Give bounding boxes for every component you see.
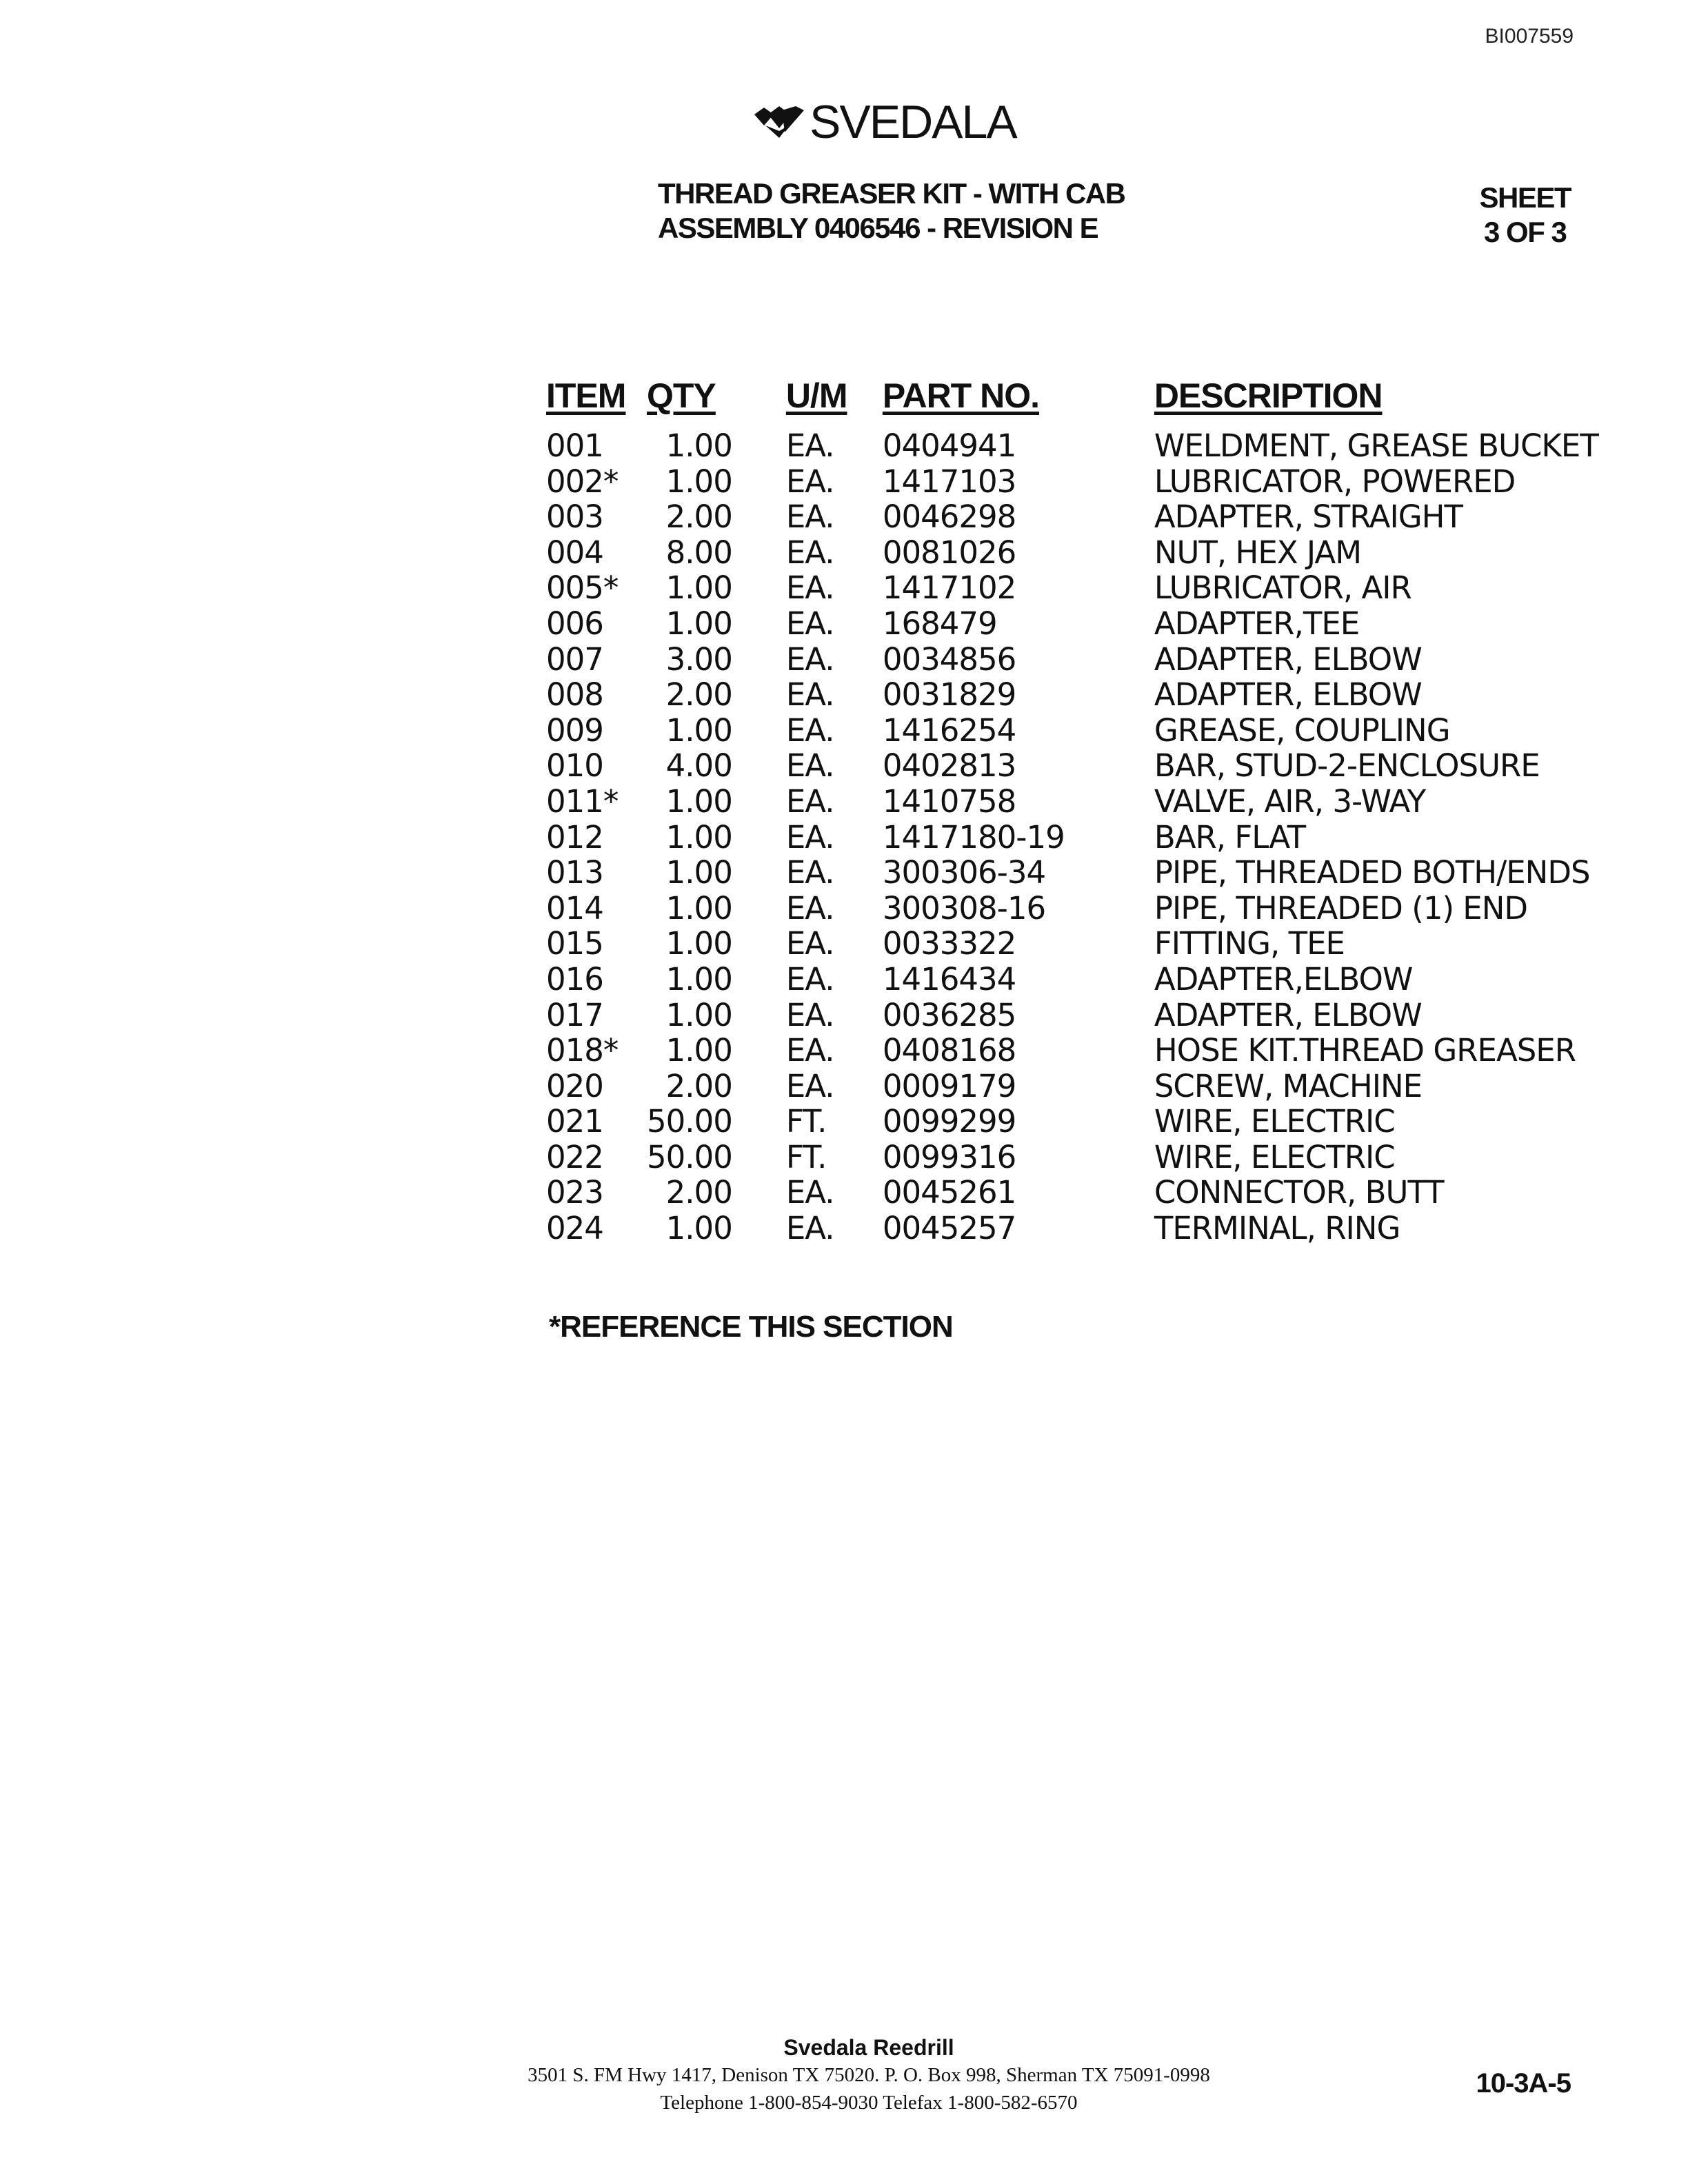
cell-qty: 8.00 [665, 534, 732, 571]
cell-qty: 1.00 [665, 782, 732, 820]
table-row [546, 464, 1598, 500]
cell-item: 021 [546, 1103, 603, 1140]
cell-part-no: 1416434 [882, 960, 1016, 998]
cell-um: EA. [785, 676, 834, 714]
cell-qty: 50.00 [647, 1103, 732, 1140]
cell-qty: 1.00 [665, 569, 732, 607]
document-title [658, 176, 1125, 245]
table-row [546, 1175, 1598, 1211]
cell-description: PIPE, THREADED (1) END [1154, 889, 1528, 927]
cell-part-no: 0031829 [882, 676, 1016, 714]
cell-qty: 2.00 [665, 498, 732, 536]
cell-qty: 50.00 [647, 1138, 732, 1175]
cell-um: EA. [785, 534, 834, 571]
cell-part-no: 0402813 [882, 747, 1016, 785]
cell-um: EA. [785, 640, 834, 678]
cell-item: 012 [546, 818, 603, 856]
cell-qty: 1.00 [665, 605, 732, 642]
cell-um: EA. [785, 1032, 834, 1069]
footer-phone: Telephone 1-800-854-9030 Telefax 1-800-582-6570 [660, 2092, 1078, 2114]
cell-part-no: 1417180-19 [882, 818, 1065, 856]
table-row [546, 570, 1598, 606]
cell-description: NUT, HEX JAM [1154, 534, 1362, 571]
cell-description: LUBRICATOR, AIR [1154, 569, 1411, 607]
cell-item: 007 [546, 640, 603, 678]
logo-wordmark: SVEDALA [810, 96, 1016, 148]
cell-um: FT. [785, 1103, 827, 1140]
cell-part-no: 0033322 [882, 925, 1016, 962]
table-row [546, 962, 1598, 998]
cell-description: GREASE, COUPLING [1154, 711, 1450, 749]
table-row [546, 998, 1598, 1033]
cell-description: WIRE, ELECTRIC [1154, 1103, 1395, 1140]
cell-item: 006 [546, 605, 603, 642]
cell-item: 017 [546, 996, 603, 1033]
cell-description: ADAPTER,ELBOW [1154, 960, 1413, 998]
cell-item: 010 [546, 747, 603, 785]
cell-item: 005* [546, 569, 619, 607]
title-line-2: ASSEMBLY 0406546 - REVISION E [658, 212, 1098, 244]
cell-qty: 2.00 [665, 1174, 732, 1211]
table-row [546, 1069, 1598, 1104]
cell-um: EA. [785, 854, 834, 891]
table-row [546, 606, 1598, 642]
cell-description: LUBRICATOR, POWERED [1154, 463, 1516, 500]
cell-um: EA. [785, 605, 834, 642]
cell-description: ADAPTER, ELBOW [1154, 676, 1422, 714]
cell-qty: 2.00 [665, 676, 732, 714]
cell-item: 009 [546, 711, 603, 749]
table-row [546, 1104, 1598, 1140]
cell-qty: 1.00 [665, 818, 732, 856]
cell-um: EA. [785, 463, 834, 500]
footer-company: Svedala Reedrill [783, 2035, 954, 2060]
cell-um: EA. [785, 782, 834, 820]
cell-part-no: 0081026 [882, 534, 1016, 571]
cell-description: CONNECTOR, BUTT [1154, 1174, 1444, 1211]
cell-part-no: 0045261 [882, 1174, 1016, 1211]
cell-description: ADAPTER, ELBOW [1154, 996, 1422, 1033]
cell-part-no: 1417102 [882, 569, 1016, 607]
cell-item: 024 [546, 1210, 603, 1247]
header-um: U/M [785, 376, 847, 415]
cell-description: PIPE, THREADED BOTH/ENDS [1154, 854, 1590, 891]
parts-table-body [546, 428, 1598, 1246]
cell-qty: 1.00 [665, 854, 732, 891]
cell-description: ADAPTER,TEE [1154, 605, 1360, 642]
cell-um: EA. [785, 925, 834, 962]
cell-item: 016 [546, 960, 603, 998]
cell-item: 023 [546, 1174, 603, 1211]
table-row [546, 1211, 1598, 1246]
table-row [546, 677, 1598, 713]
cell-qty: 2.00 [665, 1067, 732, 1104]
cell-description: WIRE, ELECTRIC [1154, 1138, 1395, 1175]
reference-note: *REFERENCE THIS SECTION [549, 1310, 953, 1344]
cell-part-no: 0404941 [882, 427, 1016, 464]
cell-description: HOSE KIT.THREAD GREASER [1154, 1032, 1576, 1069]
cell-um: EA. [785, 747, 834, 785]
title-line-1: THREAD GREASER KIT - WITH CAB [658, 177, 1125, 210]
cell-item: 011* [546, 782, 619, 820]
cell-qty: 1.00 [665, 1210, 732, 1247]
cell-part-no: 0099316 [882, 1138, 1016, 1175]
cell-description: BAR, FLAT [1154, 818, 1306, 856]
cell-part-no: 0034856 [882, 640, 1016, 678]
table-row [546, 891, 1598, 927]
cell-qty: 1.00 [665, 960, 732, 998]
cell-qty: 3.00 [665, 640, 732, 678]
table-row [546, 642, 1598, 678]
cell-um: EA. [785, 498, 834, 536]
header-qty: QTY [647, 376, 716, 415]
cell-description: BAR, STUD-2-ENCLOSURE [1154, 747, 1540, 785]
cell-item: 020 [546, 1067, 603, 1104]
table-row [546, 784, 1598, 820]
cell-item: 003 [546, 498, 603, 536]
cell-part-no: 0009179 [882, 1067, 1016, 1104]
sheet-indicator [1479, 181, 1571, 250]
cell-item: 014 [546, 889, 603, 927]
cell-part-no: 1410758 [882, 782, 1016, 820]
table-row [546, 855, 1598, 891]
cell-item: 015 [546, 925, 603, 962]
cell-description: VALVE, AIR, 3-WAY [1154, 782, 1426, 820]
cell-qty: 1.00 [665, 996, 732, 1033]
header-part-no: PART NO. [882, 376, 1040, 415]
table-row [546, 713, 1598, 749]
table-row [546, 820, 1598, 856]
cell-item: 008 [546, 676, 603, 714]
cell-qty: 4.00 [665, 747, 732, 785]
cell-part-no: 0046298 [882, 498, 1016, 536]
cell-qty: 1.00 [665, 925, 732, 962]
table-header-row [546, 376, 1598, 428]
footer-address: 3501 S. FM Hwy 1417, Denison TX 75020. P. O. Box 998, Sherman TX 75091-0998 [528, 2064, 1210, 2086]
cell-item: 022 [546, 1138, 603, 1175]
sheet-label: SHEET [1479, 181, 1571, 214]
cell-qty: 1.00 [665, 427, 732, 464]
cell-qty: 1.00 [665, 889, 732, 927]
cell-description: FITTING, TEE [1154, 925, 1345, 962]
cell-um: FT. [785, 1138, 827, 1175]
table-row [546, 499, 1598, 535]
cell-item: 004 [546, 534, 603, 571]
header-description: DESCRIPTION [1154, 376, 1383, 415]
cell-um: EA. [785, 569, 834, 607]
page-number: 10-3A-5 [1476, 2068, 1571, 2099]
cell-part-no: 168479 [882, 605, 997, 642]
cell-um: EA. [785, 818, 834, 856]
table-row [546, 748, 1598, 784]
cell-item: 013 [546, 854, 603, 891]
cell-um: EA. [785, 996, 834, 1033]
cell-um: EA. [785, 1174, 834, 1211]
cell-qty: 1.00 [665, 711, 732, 749]
cell-item: 002* [546, 463, 619, 500]
cell-part-no: 1416254 [882, 711, 1016, 749]
cell-um: EA. [785, 960, 834, 998]
cell-description: SCREW, MACHINE [1154, 1067, 1423, 1104]
document-id: BI007559 [1485, 25, 1574, 48]
cell-part-no: 0408168 [882, 1032, 1016, 1069]
cell-description: ADAPTER, ELBOW [1154, 640, 1422, 678]
cell-description: ADAPTER, STRAIGHT [1154, 498, 1463, 536]
table-row [546, 1033, 1598, 1069]
cell-um: EA. [785, 889, 834, 927]
cell-um: EA. [785, 1210, 834, 1247]
cell-um: EA. [785, 1067, 834, 1104]
svedala-diamond-logo-icon [752, 105, 805, 139]
cell-um: EA. [785, 427, 834, 464]
sheet-value: 3 OF 3 [1484, 216, 1567, 248]
cell-description: WELDMENT, GREASE BUCKET [1154, 427, 1598, 464]
cell-part-no: 0099299 [882, 1103, 1016, 1140]
cell-um: EA. [785, 711, 834, 749]
cell-item: 018* [546, 1032, 619, 1069]
cell-qty: 1.00 [665, 1032, 732, 1069]
svedala-logo [752, 95, 1016, 149]
table-row [546, 926, 1598, 962]
header-item: ITEM [546, 376, 626, 415]
cell-part-no: 300306-34 [882, 854, 1046, 891]
cell-qty: 1.00 [665, 463, 732, 500]
parts-table [546, 376, 1598, 1246]
cell-description: TERMINAL, RING [1154, 1210, 1400, 1247]
cell-item: 001 [546, 427, 603, 464]
cell-part-no: 0045257 [882, 1210, 1016, 1247]
cell-part-no: 1417103 [882, 463, 1016, 500]
table-row [546, 1140, 1598, 1175]
table-row [546, 428, 1598, 464]
table-row [546, 535, 1598, 571]
cell-part-no: 0036285 [882, 996, 1016, 1033]
cell-part-no: 300308-16 [882, 889, 1046, 927]
